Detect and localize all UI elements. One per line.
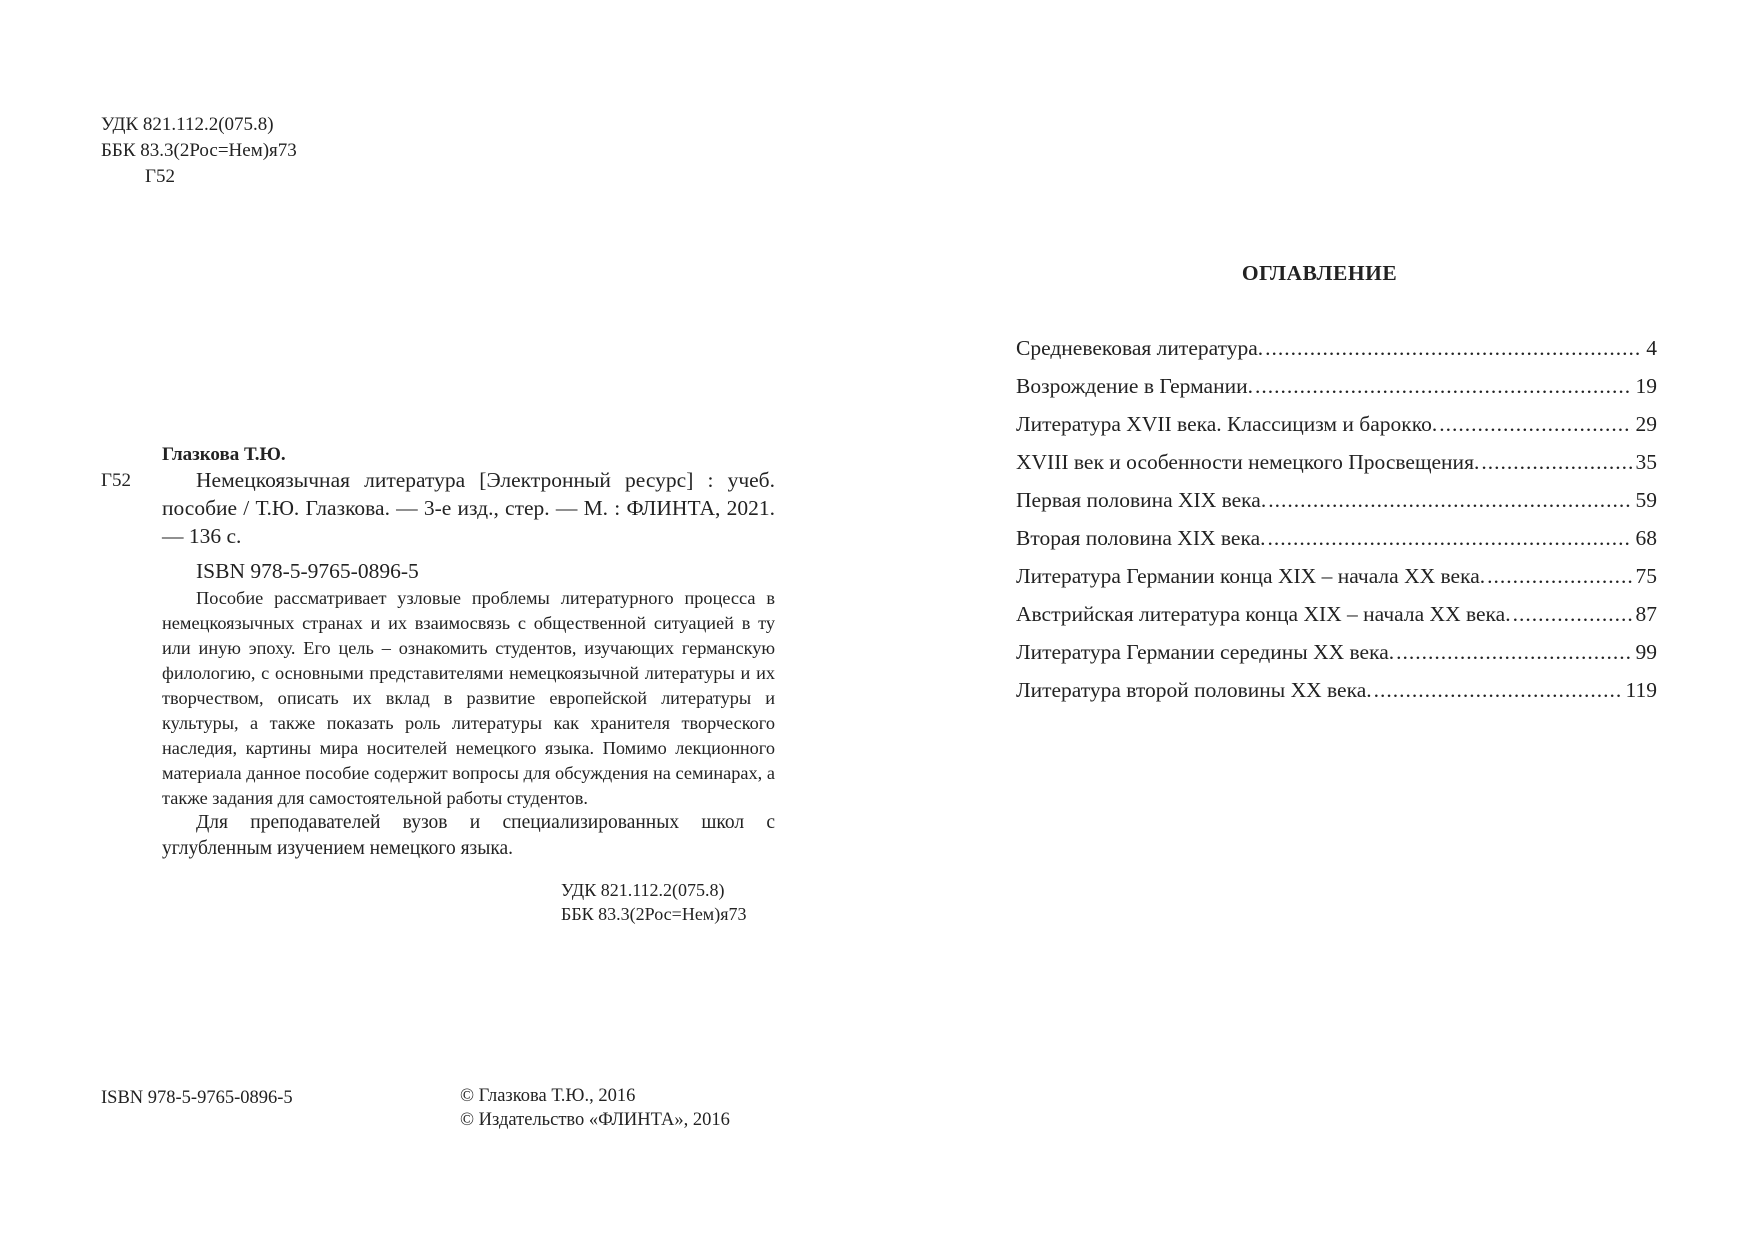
card-isbn: ISBN 978-5-9765-0896-5 xyxy=(196,559,419,583)
toc-entry[interactable] xyxy=(1016,633,1657,671)
audience-text: Для преподавателей вузов и специализированных школ с углубленным изучением немецкого языка. xyxy=(162,812,775,859)
bbk-code: ББК 83.3(2Рос=Нем)я73 xyxy=(101,140,297,161)
copyright-author: © Глазкова Т.Ю., 2016 xyxy=(460,1086,636,1106)
card-shelf-mark: Г52 xyxy=(101,470,131,491)
classification-codes-top xyxy=(101,112,297,190)
toc-entry-page: 59 xyxy=(1635,488,1657,512)
toc-entry-page: 4 xyxy=(1646,336,1657,360)
toc-entry[interactable] xyxy=(1016,405,1657,443)
toc-entry-page: 119 xyxy=(1625,678,1657,702)
toc-entry-page: 29 xyxy=(1635,412,1657,436)
toc-entry-title: Первая половина XIX века. xyxy=(1016,488,1267,512)
card-author: Глазкова Т.Ю. xyxy=(162,444,286,465)
table-of-contents xyxy=(1016,329,1657,709)
toc-entry-title: Средневековая литература. xyxy=(1016,336,1264,360)
copyright-publisher: © Издательство «ФЛИНТА», 2016 xyxy=(460,1110,730,1130)
toc-entry-title: Литература XVII века. Классицизм и барокко. xyxy=(1016,412,1438,436)
toc-entry[interactable] xyxy=(1016,671,1657,709)
toc-entry[interactable] xyxy=(1016,443,1657,481)
toc-leader xyxy=(1374,671,1622,709)
udk-code: УДК 821.112.2(075.8) xyxy=(101,114,274,135)
card-udk-code: УДК 821.112.2(075.8) xyxy=(561,880,725,900)
toc-entry-title: XVIII век и особенности немецкого Просвещения. xyxy=(1016,450,1480,474)
toc-entry-page: 19 xyxy=(1635,374,1657,398)
toc-leader xyxy=(1487,557,1631,595)
annotation xyxy=(162,586,775,811)
toc-entry[interactable] xyxy=(1016,367,1657,405)
toc-entry-page: 75 xyxy=(1635,564,1657,588)
toc-title: ОГЛАВЛЕНИЕ xyxy=(1241,261,1398,285)
toc-entry[interactable] xyxy=(1016,557,1657,595)
author-mark: Г52 xyxy=(145,166,175,187)
toc-leader xyxy=(1255,367,1632,405)
toc-entry-page: 68 xyxy=(1635,526,1657,550)
classification-codes-card xyxy=(561,878,746,926)
toc-entry[interactable] xyxy=(1016,329,1657,367)
toc-entry-page: 99 xyxy=(1635,640,1657,664)
toc-leader xyxy=(1396,633,1631,671)
toc-leader xyxy=(1513,595,1632,633)
toc-entry-page: 35 xyxy=(1635,450,1657,474)
card-bbk-code: ББК 83.3(2Рос=Нем)я73 xyxy=(561,904,747,924)
audience-note xyxy=(162,810,775,862)
toc-entry-title: Возрождение в Германии. xyxy=(1016,374,1253,398)
toc-entry[interactable] xyxy=(1016,519,1657,557)
copyright-block xyxy=(460,1084,730,1132)
toc-entry-title: Литература Германии конца XIX – начала XX века. xyxy=(1016,564,1486,588)
bibliographic-description-text: Немецкоязычная литература [Электронный ресурс] : учеб. пособие / Т.Ю. Глазкова. — 3-е изд., стер. — М. : ФЛИНТА, 2021. — 136 с. xyxy=(162,468,775,548)
toc-leader xyxy=(1265,329,1642,367)
toc-entry[interactable] xyxy=(1016,595,1657,633)
toc-leader xyxy=(1268,519,1632,557)
bibliographic-description xyxy=(162,466,775,550)
annotation-text: Пособие рассматривает узловые проблемы литературного процесса в немецкоязычных странах и их взаимосвязь с общественной ситуацией в ту или иную эпоху. Его цель – ознакомить студентов, изучающих германскую филологию, с основными представителями немецкоязычной литературы и их творчеством, описать их вклад в развитие европейской литературы и культуры, а также показать роль литературы как хранителя творческого наследия, картины мира носителей немецкого языка. Помимо лекционного материала данное пособие содержит вопросы для обсуждения на семинарах, а также задания для самостоятельной работы студентов. xyxy=(162,588,775,808)
toc-entry-title: Вторая половина XIX века. xyxy=(1016,526,1266,550)
toc-entry-title: Литература второй половины XX века. xyxy=(1016,678,1372,702)
isbn-bottom: ISBN 978-5-9765-0896-5 xyxy=(101,1088,293,1108)
toc-leader xyxy=(1481,443,1631,481)
toc-entry[interactable] xyxy=(1016,481,1657,519)
toc-leader xyxy=(1268,481,1631,519)
toc-leader xyxy=(1439,405,1631,443)
toc-entry-title: Австрийская литература конца XIX – начала XX века. xyxy=(1016,602,1511,626)
toc-entry-title: Литература Германии середины XX века. xyxy=(1016,640,1395,664)
toc-entry-page: 87 xyxy=(1635,602,1657,626)
